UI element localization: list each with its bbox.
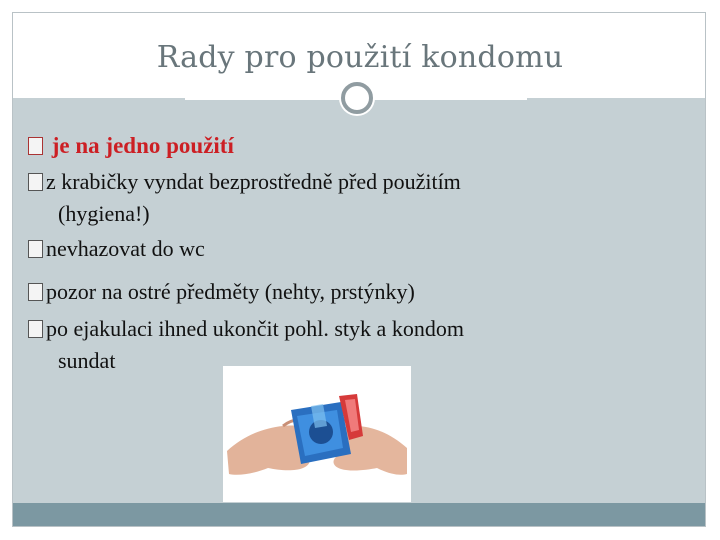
- hands-holding-condom-packet-photo: [223, 366, 411, 502]
- list-item-text: pozor na ostré předměty (nehty, prstýnky): [46, 279, 415, 304]
- list-item-text: z krabičky vyndat bezprostředně před použitím: [46, 169, 461, 194]
- bullet-icon: [28, 283, 43, 301]
- footer-bar: [13, 503, 705, 526]
- list-item: [28, 238, 205, 260]
- bullet-icon: [28, 320, 43, 338]
- bullet-icon: [28, 137, 43, 155]
- divider-circle-icon: [339, 80, 375, 116]
- list-item-text: nevhazovat do wc: [46, 236, 205, 261]
- list-item-continuation: (hygiena!): [58, 201, 150, 226]
- heading-text: je na jedno použití: [51, 133, 234, 158]
- list-item: [28, 171, 461, 193]
- slide-title: Rady pro použití kondomu: [156, 40, 564, 75]
- bullet-icon: [28, 240, 43, 258]
- heading-line: [28, 134, 234, 157]
- list-item: [28, 281, 415, 303]
- list-item-continuation: sundat: [58, 348, 116, 373]
- list-item-text: po ejakulaci ihned ukončit pohl. styk a kondom: [46, 316, 464, 341]
- list-item: [28, 318, 464, 340]
- bullet-icon: [28, 173, 43, 191]
